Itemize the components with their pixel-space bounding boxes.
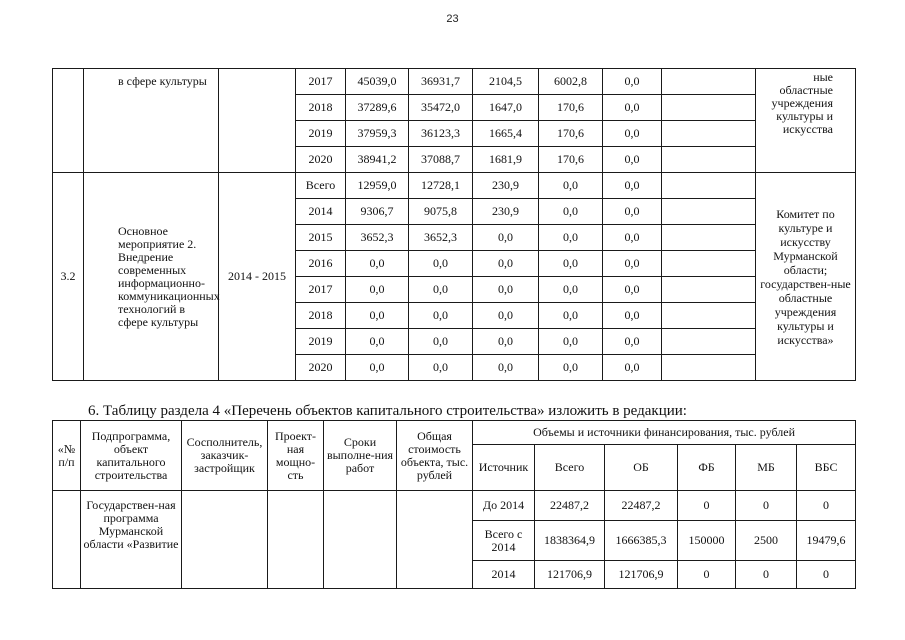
- total-cell: 37289,6: [346, 95, 409, 121]
- total-cell: 45039,0: [346, 69, 409, 95]
- total-cell: 38941,2: [346, 147, 409, 173]
- fb-cell: 0,0: [473, 277, 539, 303]
- period-cell: 2014 - 2015: [219, 173, 296, 381]
- ob-cell: 3652,3: [409, 225, 473, 251]
- year-cell: 2019: [296, 121, 346, 147]
- fb-cell: 150000: [678, 521, 736, 561]
- fb-cell: 2104,5: [473, 69, 539, 95]
- mb-cell: 170,6: [539, 121, 603, 147]
- header-row-1: [53, 421, 856, 445]
- blank-cell: [662, 199, 756, 225]
- vbs-cell: 0,0: [603, 147, 662, 173]
- ob-cell: 22487,2: [605, 491, 678, 521]
- fb-cell: 0,0: [473, 251, 539, 277]
- table-row: [53, 491, 856, 521]
- total-cell: 12959,0: [346, 173, 409, 199]
- mb-cell: 0,0: [539, 225, 603, 251]
- table-row: [53, 69, 856, 95]
- ob-cell: 35472,0: [409, 95, 473, 121]
- total-cell: 9306,7: [346, 199, 409, 225]
- mb-cell: 0,0: [539, 355, 603, 381]
- vbs-cell: 0,0: [603, 277, 662, 303]
- year-cell: 2019: [296, 329, 346, 355]
- mb-cell: 0,0: [539, 199, 603, 225]
- ob-cell: 0,0: [409, 277, 473, 303]
- program-name: Государствен-ная программа Мурманской области «Развитие: [81, 491, 182, 589]
- blank-cell: [662, 225, 756, 251]
- ob-cell: 0,0: [409, 303, 473, 329]
- source-cell: Всего с 2014: [473, 521, 535, 561]
- source-cell: До 2014: [473, 491, 535, 521]
- total-cell: 0,0: [346, 329, 409, 355]
- total-cell: 3652,3: [346, 225, 409, 251]
- total-cell: 22487,2: [535, 491, 605, 521]
- blank-cell: [662, 329, 756, 355]
- fb-cell: 0,0: [473, 225, 539, 251]
- section-heading: 6. Таблицу раздела 4 «Перечень объектов капитального строительства» изложить в редакции:: [88, 403, 687, 419]
- ob-cell: 1666385,3: [605, 521, 678, 561]
- measure-name: в сфере культуры: [84, 69, 219, 173]
- header-total: Всего: [535, 445, 605, 491]
- total-cell: 0,0: [346, 251, 409, 277]
- year-cell: 2020: [296, 147, 346, 173]
- header-source: Источник: [473, 445, 535, 491]
- total-cell: 0,0: [346, 277, 409, 303]
- fb-cell: 1647,0: [473, 95, 539, 121]
- mb-cell: 0,0: [539, 251, 603, 277]
- vbs-cell: 19479,6: [797, 521, 856, 561]
- mb-cell: 0,0: [539, 303, 603, 329]
- vbs-cell: 0,0: [603, 355, 662, 381]
- year-cell: 2015: [296, 225, 346, 251]
- contractor-cell: [182, 491, 268, 589]
- total-cell: 121706,9: [535, 561, 605, 589]
- mb-cell: 0,0: [539, 277, 603, 303]
- mb-cell: 0,0: [539, 329, 603, 355]
- year-cell: 2014: [296, 199, 346, 225]
- measure-name: Основное мероприятие 2. Внедрение современных информационно-коммуникационных технологий в сфере культуры: [84, 173, 219, 381]
- vbs-cell: 0,0: [603, 251, 662, 277]
- deadlines-cell: [324, 491, 397, 589]
- mb-cell: 2500: [736, 521, 797, 561]
- source-cell: 2014: [473, 561, 535, 589]
- responsible-cell: ные областные учреждения культуры и искусства: [756, 69, 856, 173]
- ob-cell: 37088,7: [409, 147, 473, 173]
- vbs-cell: 0,0: [603, 303, 662, 329]
- total-cell: 0,0: [346, 303, 409, 329]
- ob-cell: 36931,7: [409, 69, 473, 95]
- ob-cell: 121706,9: [605, 561, 678, 589]
- vbs-cell: 0: [797, 491, 856, 521]
- blank-cell: [662, 355, 756, 381]
- year-cell: 2016: [296, 251, 346, 277]
- fb-cell: 230,9: [473, 199, 539, 225]
- cost-cell: [397, 491, 473, 589]
- vbs-cell: 0,0: [603, 199, 662, 225]
- ob-cell: 9075,8: [409, 199, 473, 225]
- header-deadlines: Сроки выполне-ния работ: [324, 421, 397, 491]
- blank-cell: [662, 69, 756, 95]
- total-cell: 0,0: [346, 355, 409, 381]
- row-num-cell: [53, 491, 81, 589]
- header-capacity: Проект-ная мощно-сть: [268, 421, 324, 491]
- fb-cell: 0: [678, 561, 736, 589]
- header-mb: МБ: [736, 445, 797, 491]
- header-fb: ФБ: [678, 445, 736, 491]
- table-row: [53, 173, 856, 199]
- fb-cell: 1681,9: [473, 147, 539, 173]
- fb-cell: 1665,4: [473, 121, 539, 147]
- year-cell: Всего: [296, 173, 346, 199]
- mb-cell: 170,6: [539, 95, 603, 121]
- year-cell: 2020: [296, 355, 346, 381]
- header-cost: Общая стоимость объекта, тыс. рублей: [397, 421, 473, 491]
- ob-cell: 36123,3: [409, 121, 473, 147]
- index-cell: [53, 69, 84, 173]
- fb-cell: 0,0: [473, 355, 539, 381]
- vbs-cell: 0,0: [603, 173, 662, 199]
- blank-cell: [662, 277, 756, 303]
- capital-construction-table: [52, 420, 856, 589]
- fb-cell: 0,0: [473, 329, 539, 355]
- index-cell: 3.2: [53, 173, 84, 381]
- vbs-cell: 0,0: [603, 95, 662, 121]
- header-subprogram: Подпрограмма, объект капитального строительства: [81, 421, 182, 491]
- year-cell: 2017: [296, 69, 346, 95]
- ob-cell: 0,0: [409, 329, 473, 355]
- period-cell: [219, 69, 296, 173]
- mb-cell: 0: [736, 491, 797, 521]
- blank-cell: [662, 303, 756, 329]
- blank-cell: [662, 251, 756, 277]
- mb-cell: 0: [736, 561, 797, 589]
- mb-cell: 6002,8: [539, 69, 603, 95]
- header-ob: ОБ: [605, 445, 678, 491]
- vbs-cell: 0: [797, 561, 856, 589]
- page-number: 23: [446, 13, 459, 25]
- blank-cell: [662, 147, 756, 173]
- fb-cell: 0: [678, 491, 736, 521]
- responsible-cell: Комитет по культуре и искусству Мурманской области; государствен-ные областные учреждения культуры и искусства»: [756, 173, 856, 381]
- funding-table-continued: [52, 68, 856, 381]
- capacity-cell: [268, 491, 324, 589]
- year-cell: 2018: [296, 95, 346, 121]
- header-contractor: Сосполнитель, заказчик-застройщик: [182, 421, 268, 491]
- header-num: «№ п/п: [53, 421, 81, 491]
- blank-cell: [662, 121, 756, 147]
- ob-cell: 0,0: [409, 355, 473, 381]
- mb-cell: 0,0: [539, 173, 603, 199]
- fb-cell: 230,9: [473, 173, 539, 199]
- ob-cell: 0,0: [409, 251, 473, 277]
- total-cell: 1838364,9: [535, 521, 605, 561]
- vbs-cell: 0,0: [603, 121, 662, 147]
- year-cell: 2017: [296, 277, 346, 303]
- vbs-cell: 0,0: [603, 225, 662, 251]
- blank-cell: [662, 95, 756, 121]
- total-cell: 37959,3: [346, 121, 409, 147]
- mb-cell: 170,6: [539, 147, 603, 173]
- vbs-cell: 0,0: [603, 329, 662, 355]
- fb-cell: 0,0: [473, 303, 539, 329]
- ob-cell: 12728,1: [409, 173, 473, 199]
- year-cell: 2018: [296, 303, 346, 329]
- header-funding-group: Объемы и источники финансирования, тыс. рублей: [473, 421, 856, 445]
- header-vbs: ВБС: [797, 445, 856, 491]
- blank-cell: [662, 173, 756, 199]
- vbs-cell: 0,0: [603, 69, 662, 95]
